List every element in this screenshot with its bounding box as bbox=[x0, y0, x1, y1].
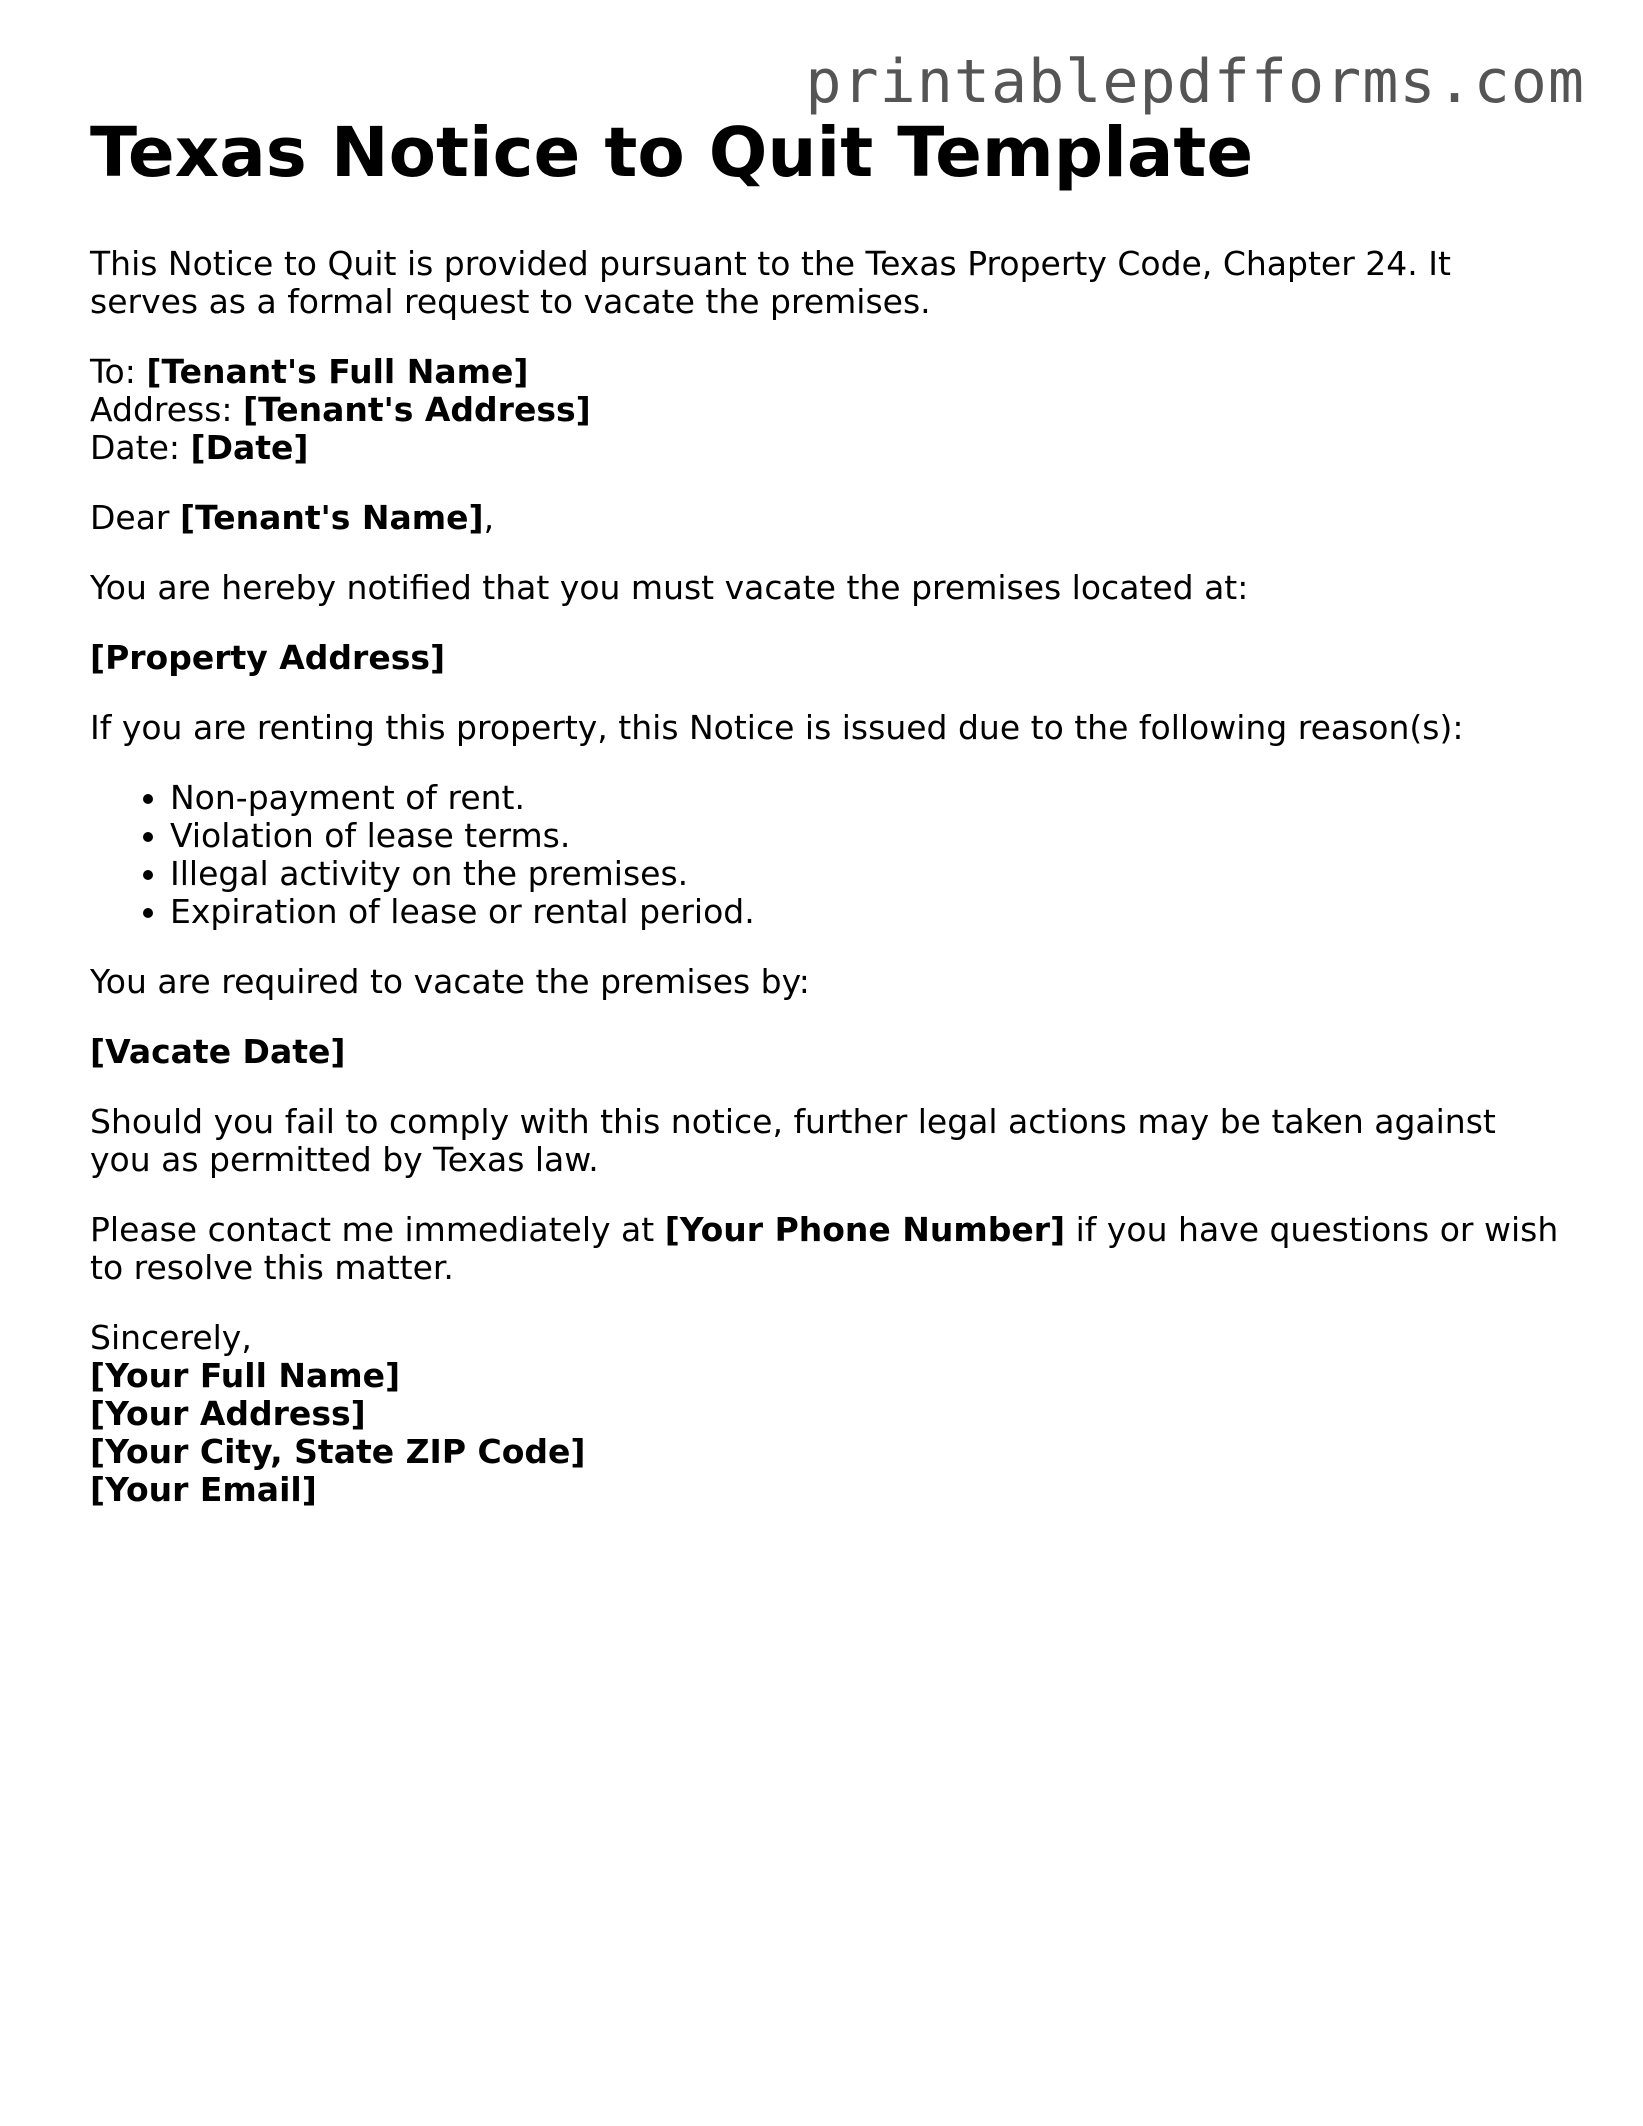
document-page bbox=[90, 112, 1560, 1541]
contact-prefix: Please contact me immediately at bbox=[90, 1209, 665, 1249]
salutation-suffix: , bbox=[483, 497, 495, 537]
reasons-list bbox=[90, 779, 1560, 931]
to-value: [Tenant's Full Name] bbox=[146, 351, 529, 391]
salutation-name: [Tenant's Name] bbox=[180, 497, 484, 537]
signer-address: [Your Address] bbox=[90, 1393, 366, 1433]
page-title: Texas Notice to Quit Template bbox=[90, 113, 1254, 193]
date-value: [Date] bbox=[190, 427, 309, 467]
list-item: • Expiration of lease or rental period. bbox=[170, 893, 1560, 931]
contact-paragraph bbox=[90, 1211, 1560, 1287]
signer-name: [Your Full Name] bbox=[90, 1355, 401, 1395]
address-value: [Tenant's Address] bbox=[243, 389, 591, 429]
contact-suffix: if you have questions or wish to resolve this matter. bbox=[90, 1209, 1559, 1287]
closing-block bbox=[90, 1319, 1560, 1509]
salutation-prefix: Dear bbox=[90, 497, 180, 537]
list-item: • Violation of lease terms. bbox=[170, 817, 1560, 855]
watermark: printablepdfforms.com bbox=[805, 47, 1585, 117]
list-item: • Illegal activity on the premises. bbox=[170, 855, 1560, 893]
vacate-by-intro: You are required to vacate the premises by: bbox=[90, 961, 810, 1001]
property-address-paragraph bbox=[90, 639, 1560, 677]
list-item: • Non-payment of rent. bbox=[170, 779, 1560, 817]
vacate-intro: You are hereby notified that you must vacate the premises located at: bbox=[90, 567, 1249, 607]
reasons-intro: If you are renting this property, this Notice is issued due to the following reason(s): bbox=[90, 707, 1464, 747]
address-label: Address: bbox=[90, 389, 244, 429]
contact-phone: [Your Phone Number] bbox=[664, 1209, 1066, 1249]
intro-paragraph: This Notice to Quit is provided pursuant to the Texas Property Code, Chapter 24. It serves as a formal request to vacate the premises. bbox=[90, 243, 1451, 321]
date-label: Date: bbox=[90, 427, 191, 467]
property-address: [Property Address] bbox=[90, 637, 446, 677]
sign-off: Sincerely, bbox=[90, 1317, 252, 1357]
salutation bbox=[90, 499, 1560, 537]
vacate-date-paragraph bbox=[90, 1033, 1560, 1071]
recipient-block bbox=[90, 353, 1560, 467]
vacate-date: [Vacate Date] bbox=[90, 1031, 346, 1071]
warning-paragraph: Should you fail to comply with this notice, further legal actions may be taken against you as permitted by Texas law. bbox=[90, 1101, 1496, 1179]
signer-email: [Your Email] bbox=[90, 1469, 317, 1509]
to-label: To: bbox=[90, 351, 147, 391]
signer-city-state-zip: [Your City, State ZIP Code] bbox=[90, 1431, 586, 1471]
